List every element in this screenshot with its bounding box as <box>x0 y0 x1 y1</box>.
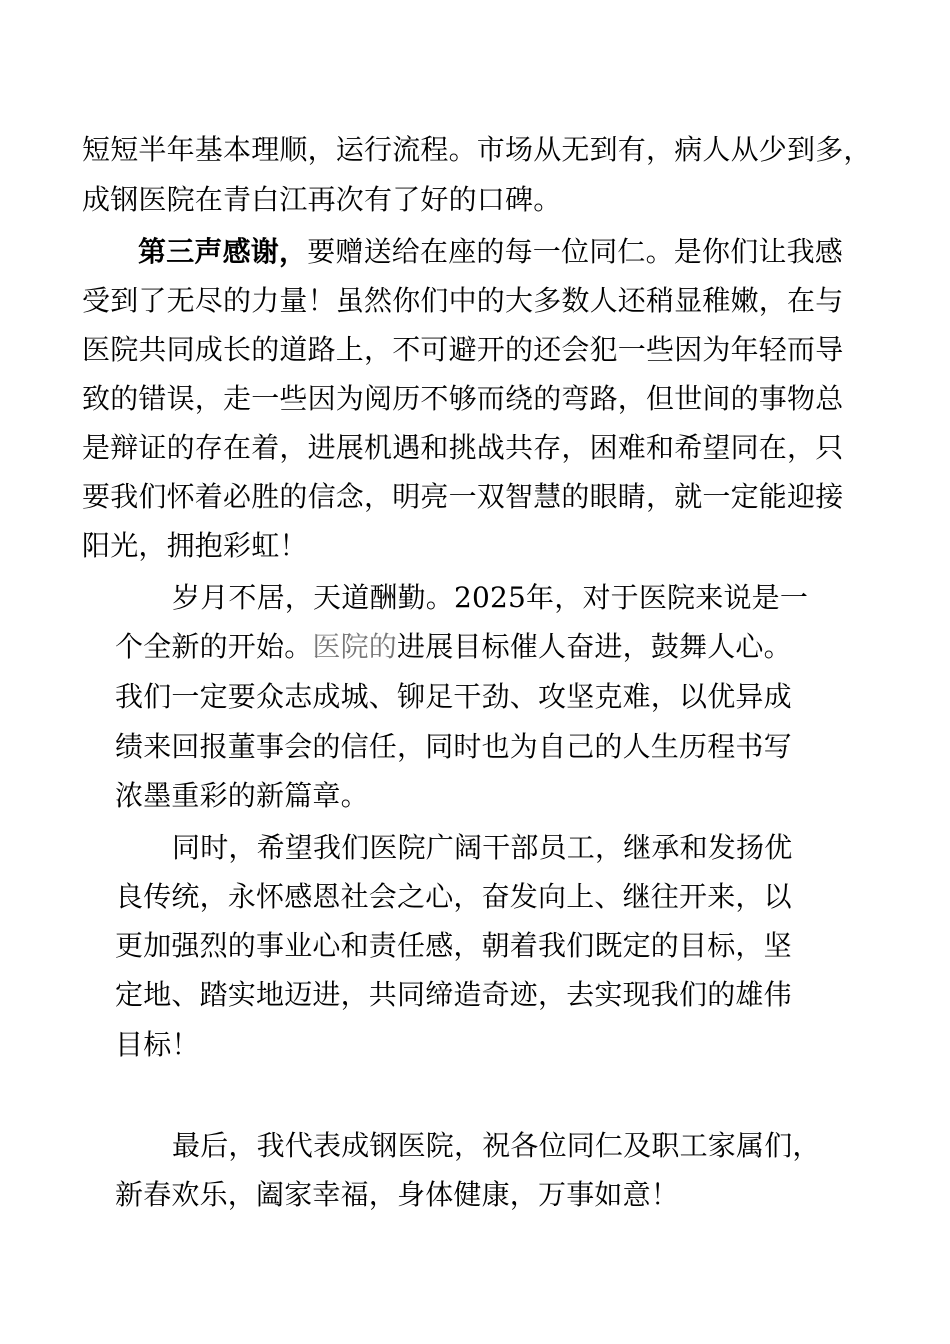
paragraph-5-line-2: 新春欢乐，阖家幸福，身体健康，万事如意！ <box>115 1178 680 1211</box>
bold-lead-text: 第三声感谢， <box>138 235 308 268</box>
paragraph-2-line-7: 阳光，拥抱彩虹！ <box>82 529 308 562</box>
paragraph-3-line-5: 浓墨重彩的新篇章。 <box>115 779 369 812</box>
paragraph-2-line-4: 致的错误，走一些因为阅历不够而绕的弯路，但世间的事物总 <box>82 382 844 415</box>
paragraph-4-line-4: 定地、踏实地迈进，共同缔造奇迹，去实现我们的雄伟 <box>115 978 792 1011</box>
paragraph-5-line-1: 最后，我代表成钢医院，祝各位同仁及职工家属们， <box>172 1129 821 1162</box>
paragraph-1-line-1: 短短半年基本理顺，运行流程。市场从无到有，病人从少到多， <box>82 133 872 166</box>
paragraph-2-line-1 <box>138 232 843 272</box>
paragraph-2-line-6: 要我们怀着必胜的信念，明亮一双智慧的眼睛，就一定能迎接 <box>82 480 844 513</box>
paragraph-4-line-1: 同时，希望我们医院广阔干部员工，继承和发扬优 <box>172 831 793 864</box>
paragraph-4-line-3: 更加强烈的事业心和责任感，朝着我们既定的目标，坚 <box>115 929 792 962</box>
paragraph-3-line-2 <box>115 627 792 667</box>
paragraph-4-line-2: 良传统，永怀感恩社会之心，奋发向上、继往开来，以 <box>115 880 792 913</box>
highlighted-text: 医院的 <box>312 630 398 663</box>
paragraph-3-line-1: 岁月不居，天道酬勤。2025年，对于医院来说是一 <box>172 581 809 614</box>
paragraph-3-line-2-post: 进展目标催人奋进，鼓舞人心。 <box>397 630 792 663</box>
paragraph-2-line-5: 是辩证的存在着，进展机遇和挑战共存，困难和希望同在，只 <box>82 431 844 464</box>
paragraph-3-line-4: 绩来回报董事会的信任，同时也为自己的人生历程书写 <box>115 730 792 763</box>
paragraph-4-line-5: 目标！ <box>115 1028 200 1061</box>
paragraph-1-line-2: 成钢医院在青白江再次有了好的口碑。 <box>82 183 562 216</box>
paragraph-2-line-1-rest: 要赠送给在座的每一位同仁。是你们让我感 <box>307 235 844 268</box>
paragraph-3-line-3: 我们一定要众志成城、铆足干劲、攻坚克难，以优异成 <box>115 680 792 713</box>
paragraph-2-line-3: 医院共同成长的道路上，不可避开的还会犯一些因为年轻而导 <box>82 333 844 366</box>
paragraph-2-line-2: 受到了无尽的力量！虽然你们中的大多数人还稍显稚嫩，在与 <box>82 284 844 317</box>
paragraph-3-line-2-pre: 个全新的开始。 <box>115 630 313 663</box>
